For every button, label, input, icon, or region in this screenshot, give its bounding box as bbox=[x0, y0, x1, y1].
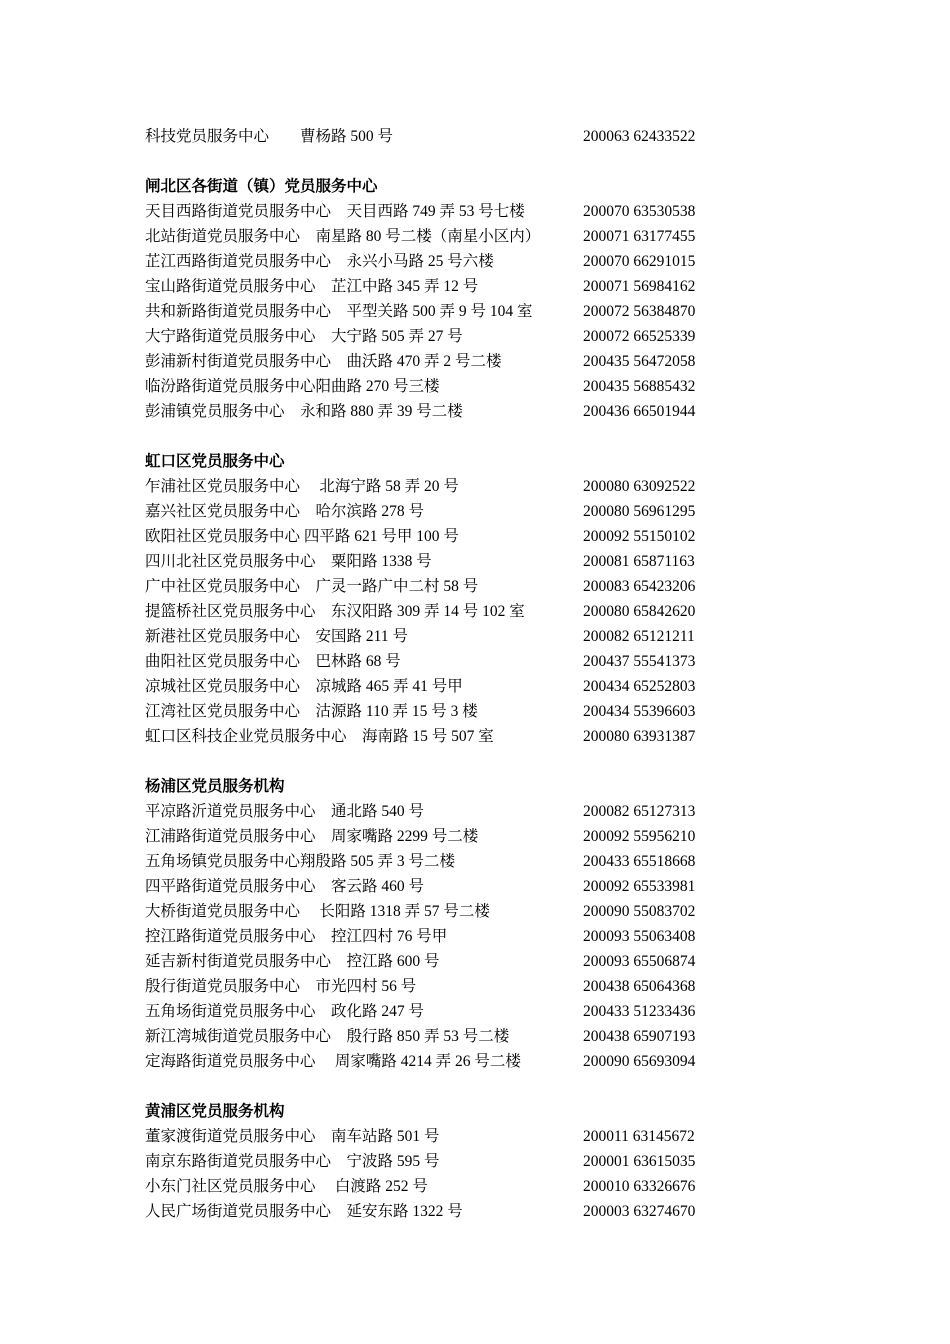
spacer bbox=[331, 1028, 347, 1045]
entry-address: 政化路 247 号 bbox=[331, 1003, 425, 1020]
spacer bbox=[285, 403, 301, 420]
spacer bbox=[331, 1203, 347, 1220]
entry-name-address bbox=[145, 499, 424, 524]
entry-name: 共和新路街道党员服务中心 bbox=[145, 303, 332, 320]
entry-postal-phone: 200010 63326676 bbox=[583, 1178, 696, 1195]
entry-row bbox=[145, 199, 745, 224]
entry-name-address bbox=[145, 549, 432, 574]
entry-row bbox=[145, 999, 745, 1024]
spacer bbox=[331, 353, 347, 370]
entry-postal-phone: 200093 55063408 bbox=[583, 928, 696, 945]
entry-name: 江湾社区党员服务中心 bbox=[145, 703, 301, 720]
entry-address: 南车站路 501 号 bbox=[331, 1128, 440, 1145]
entry-address: 芷江中路 345 弄 12 号 bbox=[331, 278, 479, 295]
entry-row bbox=[145, 824, 745, 849]
entry-postal-phone: 200070 66291015 bbox=[583, 253, 696, 270]
spacer bbox=[300, 628, 316, 645]
entry-name: 芷江西路街道党员服务中心 bbox=[145, 253, 332, 270]
entry-address: 凉城路 465 弄 41 号甲 bbox=[315, 678, 463, 695]
spacer bbox=[316, 553, 332, 570]
entry-postal-phone: 200435 56472058 bbox=[583, 353, 696, 370]
spacer bbox=[316, 603, 332, 620]
section-heading: 闸北区各街道（镇）党员服务中心 bbox=[145, 178, 378, 195]
entry-row bbox=[145, 574, 745, 599]
entry-row bbox=[145, 324, 745, 349]
entry-name-address bbox=[145, 324, 463, 349]
section bbox=[145, 749, 745, 1074]
section-heading: 黄浦区党员服务机构 bbox=[145, 1103, 285, 1120]
entry-row bbox=[145, 374, 745, 399]
section bbox=[145, 424, 745, 749]
blank-line bbox=[145, 1074, 745, 1099]
entry-name-address bbox=[145, 999, 424, 1024]
entry-address: 周家嘴路 2299 号二楼 bbox=[331, 828, 479, 845]
spacer bbox=[316, 928, 332, 945]
entry-postal-phone: 200434 65252803 bbox=[583, 678, 696, 695]
entry-name: 小东门社区党员服务中心 bbox=[145, 1178, 316, 1195]
entry-row bbox=[145, 1199, 745, 1224]
entry-row bbox=[145, 599, 745, 624]
entry-name: 四平路街道党员服务中心 bbox=[145, 878, 316, 895]
entry-row bbox=[145, 924, 745, 949]
entry-address: 控江路 600 号 bbox=[346, 953, 440, 970]
entry-postal-phone: 200080 63931387 bbox=[583, 728, 696, 745]
entry-name-address bbox=[145, 349, 502, 374]
entry-name: 大宁路街道党员服务中心 bbox=[145, 328, 316, 345]
entry-row bbox=[145, 249, 745, 274]
entry-address: 客云路 460 号 bbox=[331, 878, 425, 895]
entry-name-address bbox=[145, 874, 424, 899]
entry-name: 殷行街道党员服务中心 bbox=[145, 978, 301, 995]
entry-name-address bbox=[145, 674, 463, 699]
entry-postal-phone: 200072 56384870 bbox=[583, 303, 696, 320]
entry-name: 五角场镇党员服务中心 bbox=[145, 853, 301, 870]
entry-name-address bbox=[145, 949, 440, 974]
entry-postal-phone: 200438 65064368 bbox=[583, 978, 696, 995]
entry-postal-phone: 200433 51233436 bbox=[583, 1003, 696, 1020]
entry-name-address bbox=[145, 824, 478, 849]
entry-postal-phone: 200063 62433522 bbox=[583, 128, 696, 145]
entry-name-address bbox=[145, 724, 494, 749]
entry-name-address bbox=[145, 624, 408, 649]
document-body bbox=[145, 124, 745, 1224]
spacer bbox=[316, 328, 332, 345]
entry-row bbox=[145, 799, 745, 824]
entry-row bbox=[145, 724, 745, 749]
spacer bbox=[316, 828, 332, 845]
entry-row bbox=[145, 474, 745, 499]
entry-name: 南京东路街道党员服务中心 bbox=[145, 1153, 332, 1170]
entry-address: 巴林路 68 号 bbox=[315, 653, 401, 670]
entry-row bbox=[145, 649, 745, 674]
entry-name-address bbox=[145, 124, 393, 149]
entry-address: 四平路 621 号甲 100 号 bbox=[303, 528, 459, 545]
entry-name-address bbox=[145, 599, 525, 624]
entry-address: 市光四村 56 号 bbox=[315, 978, 417, 995]
entry-name: 四川北社区党员服务中心 bbox=[145, 553, 316, 570]
entry-row bbox=[145, 949, 745, 974]
entry-name-address bbox=[145, 299, 533, 324]
entry-name: 科技党员服务中心 bbox=[145, 128, 270, 145]
spacer bbox=[316, 878, 332, 895]
entry-address: 控江四村 76 号甲 bbox=[331, 928, 448, 945]
entry-name-address bbox=[145, 249, 494, 274]
spacer bbox=[331, 203, 347, 220]
entry-postal-phone: 200092 65533981 bbox=[583, 878, 696, 895]
entry-name: 宝山路街道党员服务中心 bbox=[145, 278, 316, 295]
entry-postal-phone: 200435 56885432 bbox=[583, 378, 696, 395]
entry-row bbox=[145, 1049, 745, 1074]
entry-address: 白渡路 252 号 bbox=[334, 1178, 428, 1195]
spacer bbox=[300, 903, 319, 920]
entry-postal-phone: 200071 56984162 bbox=[583, 278, 696, 295]
entry-name-address bbox=[145, 374, 440, 399]
entry-name-address bbox=[145, 399, 463, 424]
entry-postal-phone: 200070 63530538 bbox=[583, 203, 696, 220]
entry-name-address bbox=[145, 649, 401, 674]
entry-address: 翔殷路 505 弄 3 号二楼 bbox=[300, 853, 456, 870]
entry-postal-phone: 200090 65693094 bbox=[583, 1053, 696, 1070]
entry-name-address bbox=[145, 799, 424, 824]
entry-name: 乍浦社区党员服务中心 bbox=[145, 478, 301, 495]
entry-row bbox=[145, 349, 745, 374]
entry-address: 北海宁路 58 弄 20 号 bbox=[319, 478, 459, 495]
section bbox=[145, 124, 745, 149]
entry-address: 曹杨路 500 号 bbox=[300, 128, 394, 145]
entry-name-address bbox=[145, 699, 478, 724]
entry-address: 平型关路 500 弄 9 号 104 室 bbox=[346, 303, 533, 320]
spacer bbox=[300, 653, 316, 670]
entry-postal-phone: 200083 65423206 bbox=[583, 578, 696, 595]
spacer bbox=[269, 128, 300, 145]
entry-name: 广中社区党员服务中心 bbox=[145, 578, 301, 595]
entry-postal-phone: 200080 63092522 bbox=[583, 478, 696, 495]
entry-name: 嘉兴社区党员服务中心 bbox=[145, 503, 301, 520]
entry-address: 延安东路 1322 号 bbox=[346, 1203, 463, 1220]
entry-name-address bbox=[145, 1174, 428, 1199]
entry-name-address bbox=[145, 924, 447, 949]
entry-row bbox=[145, 624, 745, 649]
entry-name-address bbox=[145, 199, 525, 224]
entry-postal-phone: 200080 56961295 bbox=[583, 503, 696, 520]
entry-name: 人民广场街道党员服务中心 bbox=[145, 1203, 332, 1220]
entry-name-address bbox=[145, 899, 490, 924]
spacer bbox=[316, 1178, 335, 1195]
spacer bbox=[300, 503, 316, 520]
entry-row bbox=[145, 849, 745, 874]
entry-name-address bbox=[145, 1149, 440, 1174]
entry-name-address bbox=[145, 574, 478, 599]
entry-address: 大宁路 505 弄 27 号 bbox=[331, 328, 463, 345]
entry-name-address bbox=[145, 224, 540, 249]
entry-row bbox=[145, 1024, 745, 1049]
spacer bbox=[300, 703, 316, 720]
entry-postal-phone: 200080 65842620 bbox=[583, 603, 696, 620]
entry-name: 五角场街道党员服务中心 bbox=[145, 1003, 316, 1020]
blank-line bbox=[145, 749, 745, 774]
entry-row bbox=[145, 274, 745, 299]
entry-address: 粟阳路 1338 号 bbox=[331, 553, 432, 570]
spacer bbox=[331, 253, 347, 270]
entry-name-address bbox=[145, 1124, 440, 1149]
section bbox=[145, 149, 745, 424]
entry-address: 阳曲路 270 号三楼 bbox=[315, 378, 440, 395]
entry-row bbox=[145, 549, 745, 574]
entry-postal-phone: 200092 55150102 bbox=[583, 528, 696, 545]
entry-row bbox=[145, 874, 745, 899]
entry-address: 殷行路 850 弄 53 号二楼 bbox=[346, 1028, 510, 1045]
entry-row bbox=[145, 399, 745, 424]
entry-name-address bbox=[145, 974, 416, 999]
entry-name: 控江路街道党员服务中心 bbox=[145, 928, 316, 945]
entry-postal-phone: 200082 65121211 bbox=[583, 628, 695, 645]
entry-name: 江浦路街道党员服务中心 bbox=[145, 828, 316, 845]
entry-postal-phone: 200093 65506874 bbox=[583, 953, 696, 970]
spacer bbox=[300, 978, 316, 995]
entry-address: 长阳路 1318 弄 57 号二楼 bbox=[319, 903, 490, 920]
entry-row bbox=[145, 899, 745, 924]
entry-name: 天目西路街道党员服务中心 bbox=[145, 203, 332, 220]
entry-name-address bbox=[145, 474, 459, 499]
blank-line bbox=[145, 424, 745, 449]
entry-name: 欧阳社区党员服务中心 bbox=[145, 528, 301, 545]
spacer bbox=[300, 228, 316, 245]
entry-postal-phone: 200438 65907193 bbox=[583, 1028, 696, 1045]
spacer bbox=[347, 728, 363, 745]
spacer bbox=[331, 1153, 347, 1170]
entry-address: 哈尔滨路 278 号 bbox=[315, 503, 425, 520]
entry-postal-phone: 200090 55083702 bbox=[583, 903, 696, 920]
entry-address: 永兴小马路 25 号六楼 bbox=[346, 253, 494, 270]
entry-name: 提篮桥社区党员服务中心 bbox=[145, 603, 316, 620]
entry-postal-phone: 200072 66525339 bbox=[583, 328, 696, 345]
entry-postal-phone: 200436 66501944 bbox=[583, 403, 696, 420]
spacer bbox=[316, 1128, 332, 1145]
entry-name: 延吉新村街道党员服务中心 bbox=[145, 953, 332, 970]
spacer bbox=[316, 1053, 335, 1070]
entry-address: 曲沃路 470 弄 2 号二楼 bbox=[346, 353, 502, 370]
entry-name-address bbox=[145, 524, 459, 549]
entry-address: 东汉阳路 309 弄 14 号 102 室 bbox=[331, 603, 525, 620]
entry-row bbox=[145, 224, 745, 249]
section-heading: 虹口区党员服务中心 bbox=[145, 453, 285, 470]
entry-address: 海南路 15 号 507 室 bbox=[362, 728, 494, 745]
entry-row bbox=[145, 299, 745, 324]
entry-address: 广灵一路广中二村 58 号 bbox=[315, 578, 479, 595]
entry-postal-phone: 200071 63177455 bbox=[583, 228, 696, 245]
entry-postal-phone: 200092 55956210 bbox=[583, 828, 696, 845]
entry-postal-phone: 200003 63274670 bbox=[583, 1203, 696, 1220]
section bbox=[145, 1074, 745, 1224]
entry-row bbox=[145, 1124, 745, 1149]
entry-name: 新港社区党员服务中心 bbox=[145, 628, 301, 645]
entry-postal-phone: 200082 65127313 bbox=[583, 803, 696, 820]
entry-row bbox=[145, 699, 745, 724]
entry-name-address bbox=[145, 1024, 509, 1049]
entry-postal-phone: 200011 63145672 bbox=[583, 1128, 695, 1145]
entry-address: 宁波路 595 号 bbox=[346, 1153, 440, 1170]
entry-name-address bbox=[145, 849, 455, 874]
spacer bbox=[300, 678, 316, 695]
entry-name: 彭浦新村街道党员服务中心 bbox=[145, 353, 332, 370]
spacer bbox=[300, 578, 316, 595]
entry-address: 通北路 540 号 bbox=[331, 803, 425, 820]
entry-row bbox=[145, 1149, 745, 1174]
entry-address: 南星路 80 号二楼（南星小区内） bbox=[315, 228, 541, 245]
entry-row bbox=[145, 974, 745, 999]
entry-postal-phone: 200081 65871163 bbox=[583, 553, 695, 570]
entry-name-address bbox=[145, 1049, 521, 1074]
entry-address: 安国路 211 号 bbox=[315, 628, 408, 645]
blank-line bbox=[145, 149, 745, 174]
entry-row bbox=[145, 524, 745, 549]
entry-postal-phone: 200434 55396603 bbox=[583, 703, 696, 720]
entry-name: 定海路街道党员服务中心 bbox=[145, 1053, 316, 1070]
entry-postal-phone: 200437 55541373 bbox=[583, 653, 696, 670]
entry-row bbox=[145, 499, 745, 524]
entry-row bbox=[145, 1174, 745, 1199]
spacer bbox=[316, 803, 332, 820]
spacer bbox=[300, 478, 319, 495]
entry-name: 新江湾城街道党员服务中心 bbox=[145, 1028, 332, 1045]
entry-name: 彭浦镇党员服务中心 bbox=[145, 403, 285, 420]
entry-name: 董家渡街道党员服务中心 bbox=[145, 1128, 316, 1145]
entry-address: 天目西路 749 弄 53 号七楼 bbox=[346, 203, 525, 220]
entry-name: 北站街道党员服务中心 bbox=[145, 228, 301, 245]
section-heading: 杨浦区党员服务机构 bbox=[145, 778, 285, 795]
entry-name: 平凉路沂道党员服务中心 bbox=[145, 803, 316, 820]
spacer bbox=[331, 303, 347, 320]
entry-row bbox=[145, 674, 745, 699]
entry-name: 凉城社区党员服务中心 bbox=[145, 678, 301, 695]
entry-name: 大桥街道党员服务中心 bbox=[145, 903, 301, 920]
entry-address: 沽源路 110 弄 15 号 3 楼 bbox=[315, 703, 478, 720]
entry-address: 周家嘴路 4214 弄 26 号二楼 bbox=[334, 1053, 521, 1070]
entry-name-address bbox=[145, 1199, 463, 1224]
spacer bbox=[331, 953, 347, 970]
spacer bbox=[316, 1003, 332, 1020]
entry-name: 虹口区科技企业党员服务中心 bbox=[145, 728, 347, 745]
entry-name: 曲阳社区党员服务中心 bbox=[145, 653, 301, 670]
entry-row bbox=[145, 124, 745, 149]
entry-name: 临汾路街道党员服务中心 bbox=[145, 378, 316, 395]
entry-name-address bbox=[145, 274, 478, 299]
entry-address: 永和路 880 弄 39 号二楼 bbox=[300, 403, 463, 420]
entry-postal-phone: 200433 65518668 bbox=[583, 853, 696, 870]
spacer bbox=[316, 278, 332, 295]
entry-postal-phone: 200001 63615035 bbox=[583, 1153, 696, 1170]
